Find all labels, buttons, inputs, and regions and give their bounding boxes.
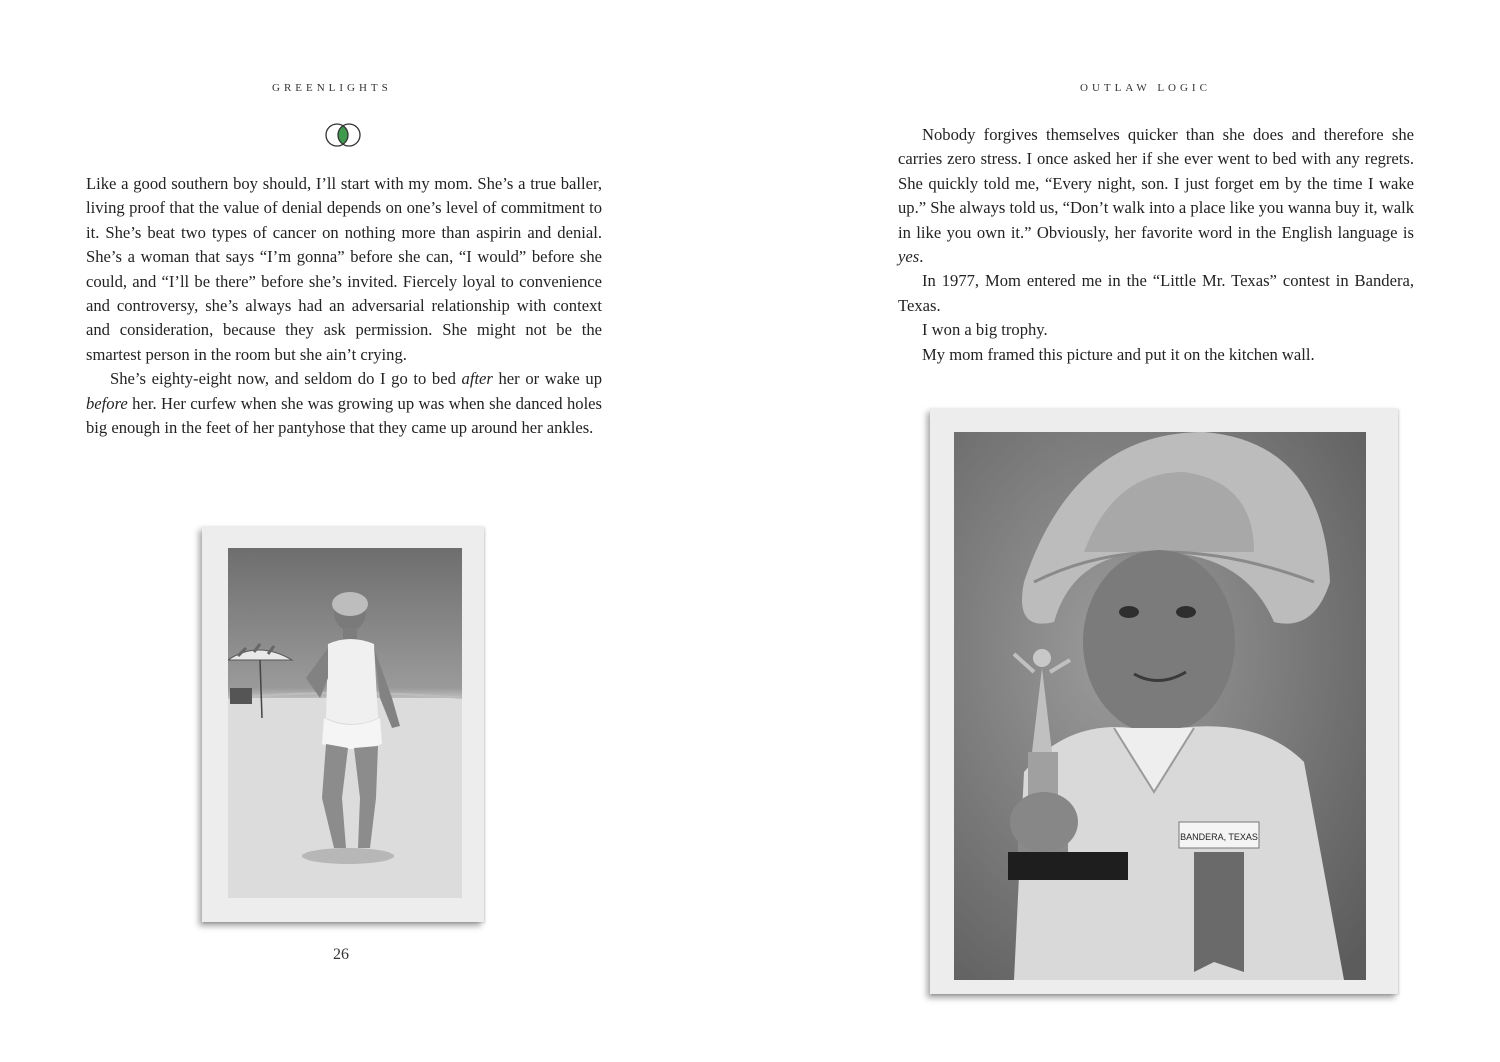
text-run: Like a good southern boy should, I’ll start with my mom. She’s a true baller, living proof that the value of denial depends on one’s level of commitment to it. She’s beat two types of cancer on nothing more than aspirin and denial. She’s a woman that says “I’m gonna” before she can, “I would” before she could, and “I’ll be there” before she’s invited. Fiercely loyal to convenience and controversy, she’s always had an adversarial relationship with context and consideration, because they ask permission. She might not be the smartest person in the room but she ain’t crying. — [86, 174, 602, 364]
greenlights-ornament-icon — [322, 122, 364, 148]
paragraph — [86, 172, 602, 367]
photo-mom-beach-image — [228, 548, 462, 898]
paragraph — [898, 343, 1414, 367]
italic-text: after — [461, 369, 493, 389]
text-run: In 1977, Mom entered me in the “Little Mr. Texas” contest in Bandera, Texas. — [898, 271, 1414, 315]
left-body-text — [86, 172, 602, 440]
text-run: . — [919, 247, 924, 267]
photo-boy-cowboy-image — [954, 432, 1366, 980]
paragraph — [86, 367, 602, 440]
italic-text: yes — [898, 247, 920, 267]
right-page — [750, 0, 1500, 1062]
badge-text: BANDERA, TEXAS — [1180, 832, 1258, 842]
text-run: her or wake up — [492, 369, 602, 389]
photo-boy-cowboy — [930, 408, 1398, 994]
paragraph — [898, 123, 1414, 269]
text-run: She’s eighty-eight now, and seldom do I go to bed — [110, 369, 462, 389]
text-run: My mom framed this picture and put it on the kitchen wall. — [922, 344, 1315, 364]
right-body-text — [898, 123, 1414, 367]
text-run: Nobody forgives themselves quicker than she does and therefore she carries zero stress. I once asked her if she ever went to bed with any regrets. She quickly told me, “Every night, son. I just forget em by the time I wake up.” She always told us, “Don’t walk into a place like you wanna buy it, walk in like you own it.” Obviously, her favorite word in the English language is — [898, 125, 1414, 242]
running-head-right: OUTLAW LOGIC — [1080, 82, 1211, 94]
photo-mom-beach — [202, 526, 484, 922]
text-run: her. Her curfew when she was growing up was when she danced holes big enough in the feet of her pantyhose that they came up around her ankles. — [86, 393, 602, 438]
text-run: I won a big trophy. — [922, 320, 1048, 340]
italic-text: before — [86, 393, 128, 413]
paragraph — [898, 269, 1414, 318]
running-head-left: GREENLIGHTS — [272, 82, 392, 94]
paragraph — [898, 318, 1414, 342]
page-number: 26 — [333, 946, 349, 963]
